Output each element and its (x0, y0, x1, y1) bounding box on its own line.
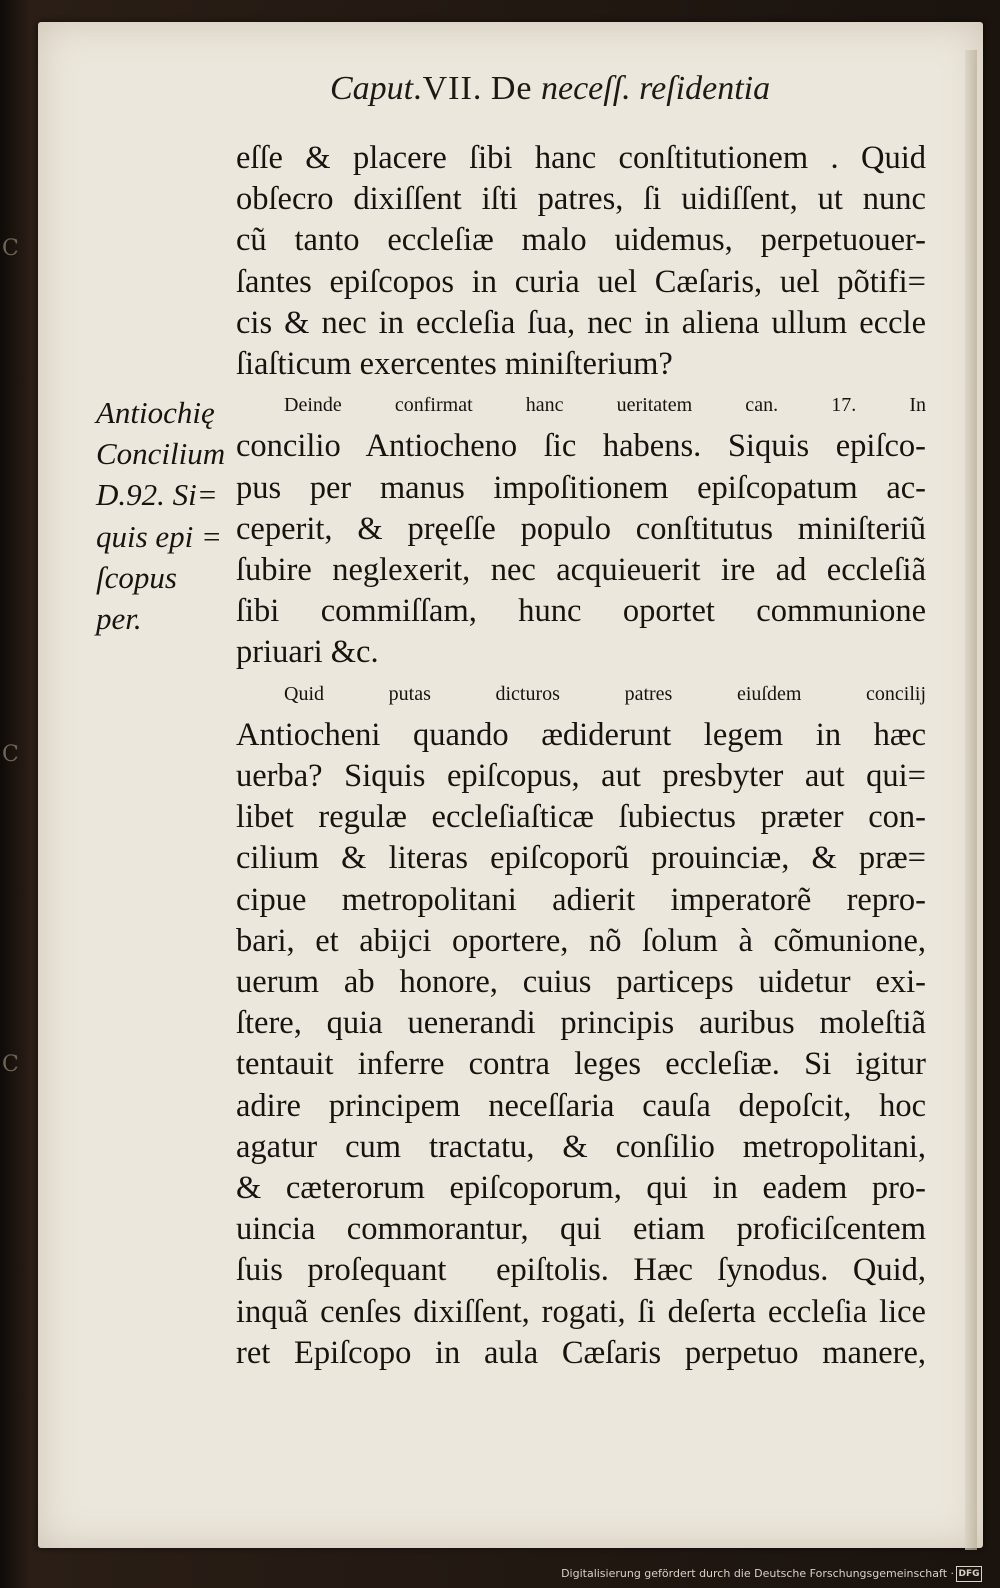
margin-line: ſcopus (96, 559, 177, 595)
thumb-mark-3: C (2, 1052, 19, 1077)
text-line: cũ tanto eccleſiæ malo uidemus, perpetuouer- (236, 222, 926, 259)
dfg-logo: DFG (956, 1566, 982, 1582)
text-line: uincia commorantur, qui etiam proficiſcentem (236, 1211, 926, 1248)
text-line: ſtere, quia uenerandi principis auribus moleſtiã (236, 1005, 926, 1042)
running-head-de: De (490, 70, 533, 107)
text-line: cipue metropolitani adierit imperatorẽ repro- (236, 881, 926, 918)
text-line: ſuis proſequantᷣ epiſtolis. Hæc ſynodus. Quid, (236, 1252, 926, 1289)
margin-line: per. (96, 601, 142, 637)
text-line: uerum ab honore, cuius particeps uidetur exi- (236, 964, 926, 1001)
body-text (236, 138, 926, 1374)
text-line: Quid putas dicturos patres eiuſdem concilij (284, 682, 926, 705)
text-line: ſantes epiſcopos in curia uel Cæſaris, uel põtifi= (236, 263, 926, 300)
text-line: pus per manus impoſitionem epiſcopatum ac- (236, 469, 926, 506)
text-line: priuari &c. (236, 634, 379, 671)
text-line: libet regulæ eccleſiaſticæ ſubiectus præter con- (236, 799, 926, 836)
text-line: obſecro dixiſſent iſti patres, ſi uidiſſent, ut nunc (236, 181, 926, 218)
text-line: ceperit, & pręeſſe populo conſtitutus miniſteriũ (236, 510, 926, 547)
margin-line: Antiochię (96, 395, 215, 430)
marginal-note (96, 392, 236, 639)
thumb-mark-1: C (2, 236, 19, 261)
page-edge (965, 50, 977, 1550)
text-line: ſubire neglexerit, nec acquieuerit ire ad eccleſiã (236, 552, 926, 589)
text-line: adire principem neceſſaria cauſa depoſcit, hoc (236, 1087, 926, 1124)
running-head (330, 70, 800, 108)
text-line: tentauit inferre contra leges eccleſiæ. Si igitur (236, 1046, 926, 1083)
running-head-numeral: .VII. (413, 70, 483, 107)
text-line: cilium & literas epiſcoporũ prouinciæ, & præ= (236, 840, 926, 877)
margin-line: Concilium (96, 436, 226, 472)
text-line: Antiocheni quando ædiderunt legem in hæc (236, 716, 926, 753)
text-line: ſiaſticum exercentes miniſterium? (236, 346, 673, 383)
text-line: ſibi commiſſam, hunc oportet communione (236, 593, 926, 630)
margin-line: D.92. Si= (96, 477, 218, 513)
thumb-mark-2: C (2, 742, 19, 767)
running-head-title: neceſſ. reſidentia (540, 70, 771, 107)
text-line: bari, et abijci oportere, nõ ſolum à cõmunione, (236, 922, 926, 959)
text-line: agatur cum tractatu, & conſilio metropolitani, (236, 1128, 926, 1165)
margin-line: quis epi = (96, 518, 222, 554)
text-line: inquã cenſes dixiſſent, rogati, ſi deſerta eccleſia lice (236, 1293, 926, 1330)
text-line: Deinde confirmat hanc ueritatem can. 17. In (284, 394, 926, 417)
text-line: cis & nec in eccleſia ſua, nec in aliena ullum eccle (236, 304, 926, 341)
text-line: eſſe & placere ſibi hanc conſtitutionem . Quid (236, 140, 926, 176)
text-line: concilio Antiocheno ſic habens. Siquis epiſco- (236, 428, 926, 465)
running-head-caput: Caput (330, 70, 414, 107)
text-line: & cæterorum epiſcoporum, qui in eadem pro- (236, 1170, 926, 1207)
text-line: ret Epiſcopo in aula Cæſaris perpetuo manere, (236, 1334, 926, 1371)
digitization-credit: Digitalisierung gefördert durch die Deutsche Forschungsgemeinschaft · (561, 1567, 954, 1580)
text-line: uerba? Siquis epiſcopus, aut presbyter aut qui= (236, 758, 926, 795)
